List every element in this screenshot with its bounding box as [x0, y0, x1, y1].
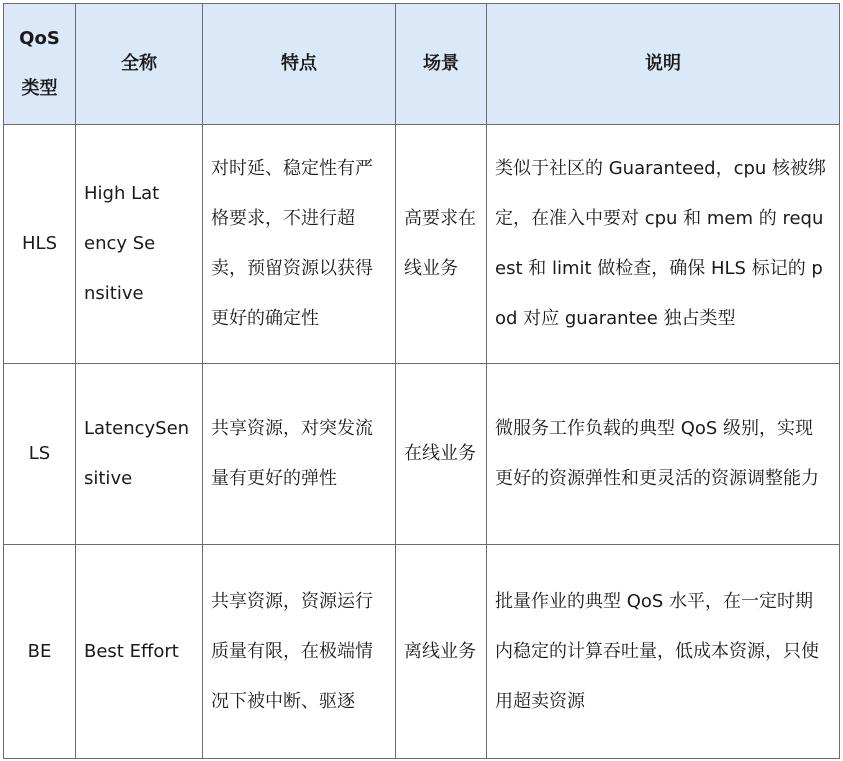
header-qos-type: [4, 4, 76, 125]
cell-features: 对时延、稳定性有严格要求，不进行超卖，预留资源以获得更好的确定性: [203, 125, 396, 364]
table-header-row: [4, 4, 840, 125]
cell-features: 共享资源，资源运行质量有限，在极端情况下被中断、驱逐: [203, 545, 396, 759]
cell-type: LS: [4, 364, 76, 545]
cell-fullname: [76, 125, 203, 364]
header-qos-type-line1: QoS: [19, 28, 60, 49]
cell-fullname: LatencySensitive: [76, 364, 203, 545]
header-fullname: 全称: [76, 4, 203, 125]
table-row-hls: [4, 125, 840, 364]
cell-type: HLS: [4, 125, 76, 364]
cell-description: 类似于社区的 Guaranteed，cpu 核被绑定，在准入中要对 cpu 和 mem 的 request 和 limit 做检查，确保 HLS 标记的 pod 对应 guarantee 独占类型: [487, 125, 840, 364]
cell-scenario: 离线业务: [396, 545, 487, 759]
table-row-be: [4, 545, 840, 759]
cell-description: 批量作业的典型 QoS 水平，在一定时期内稳定的计算吞吐量，低成本资源，只使用超卖资源: [487, 545, 840, 759]
cell-scenario: 高要求在线业务: [396, 125, 487, 364]
cell-description: 微服务工作负载的典型 QoS 级别，实现更好的资源弹性和更灵活的资源调整能力: [487, 364, 840, 545]
header-qos-type-line2: 类型: [21, 78, 58, 99]
cell-fullname: Best Effort: [76, 545, 203, 759]
cell-fullname-text: High Latency Sensitive: [84, 183, 160, 304]
cell-type: BE: [4, 545, 76, 759]
cell-features: 共享资源，对突发流量有更好的弹性: [203, 364, 396, 545]
header-description: 说明: [487, 4, 840, 125]
header-scenario: 场景: [396, 4, 487, 125]
cell-scenario: 在线业务: [396, 364, 487, 545]
qos-table: [3, 3, 840, 759]
header-features: 特点: [203, 4, 396, 125]
table-row-ls: [4, 364, 840, 545]
